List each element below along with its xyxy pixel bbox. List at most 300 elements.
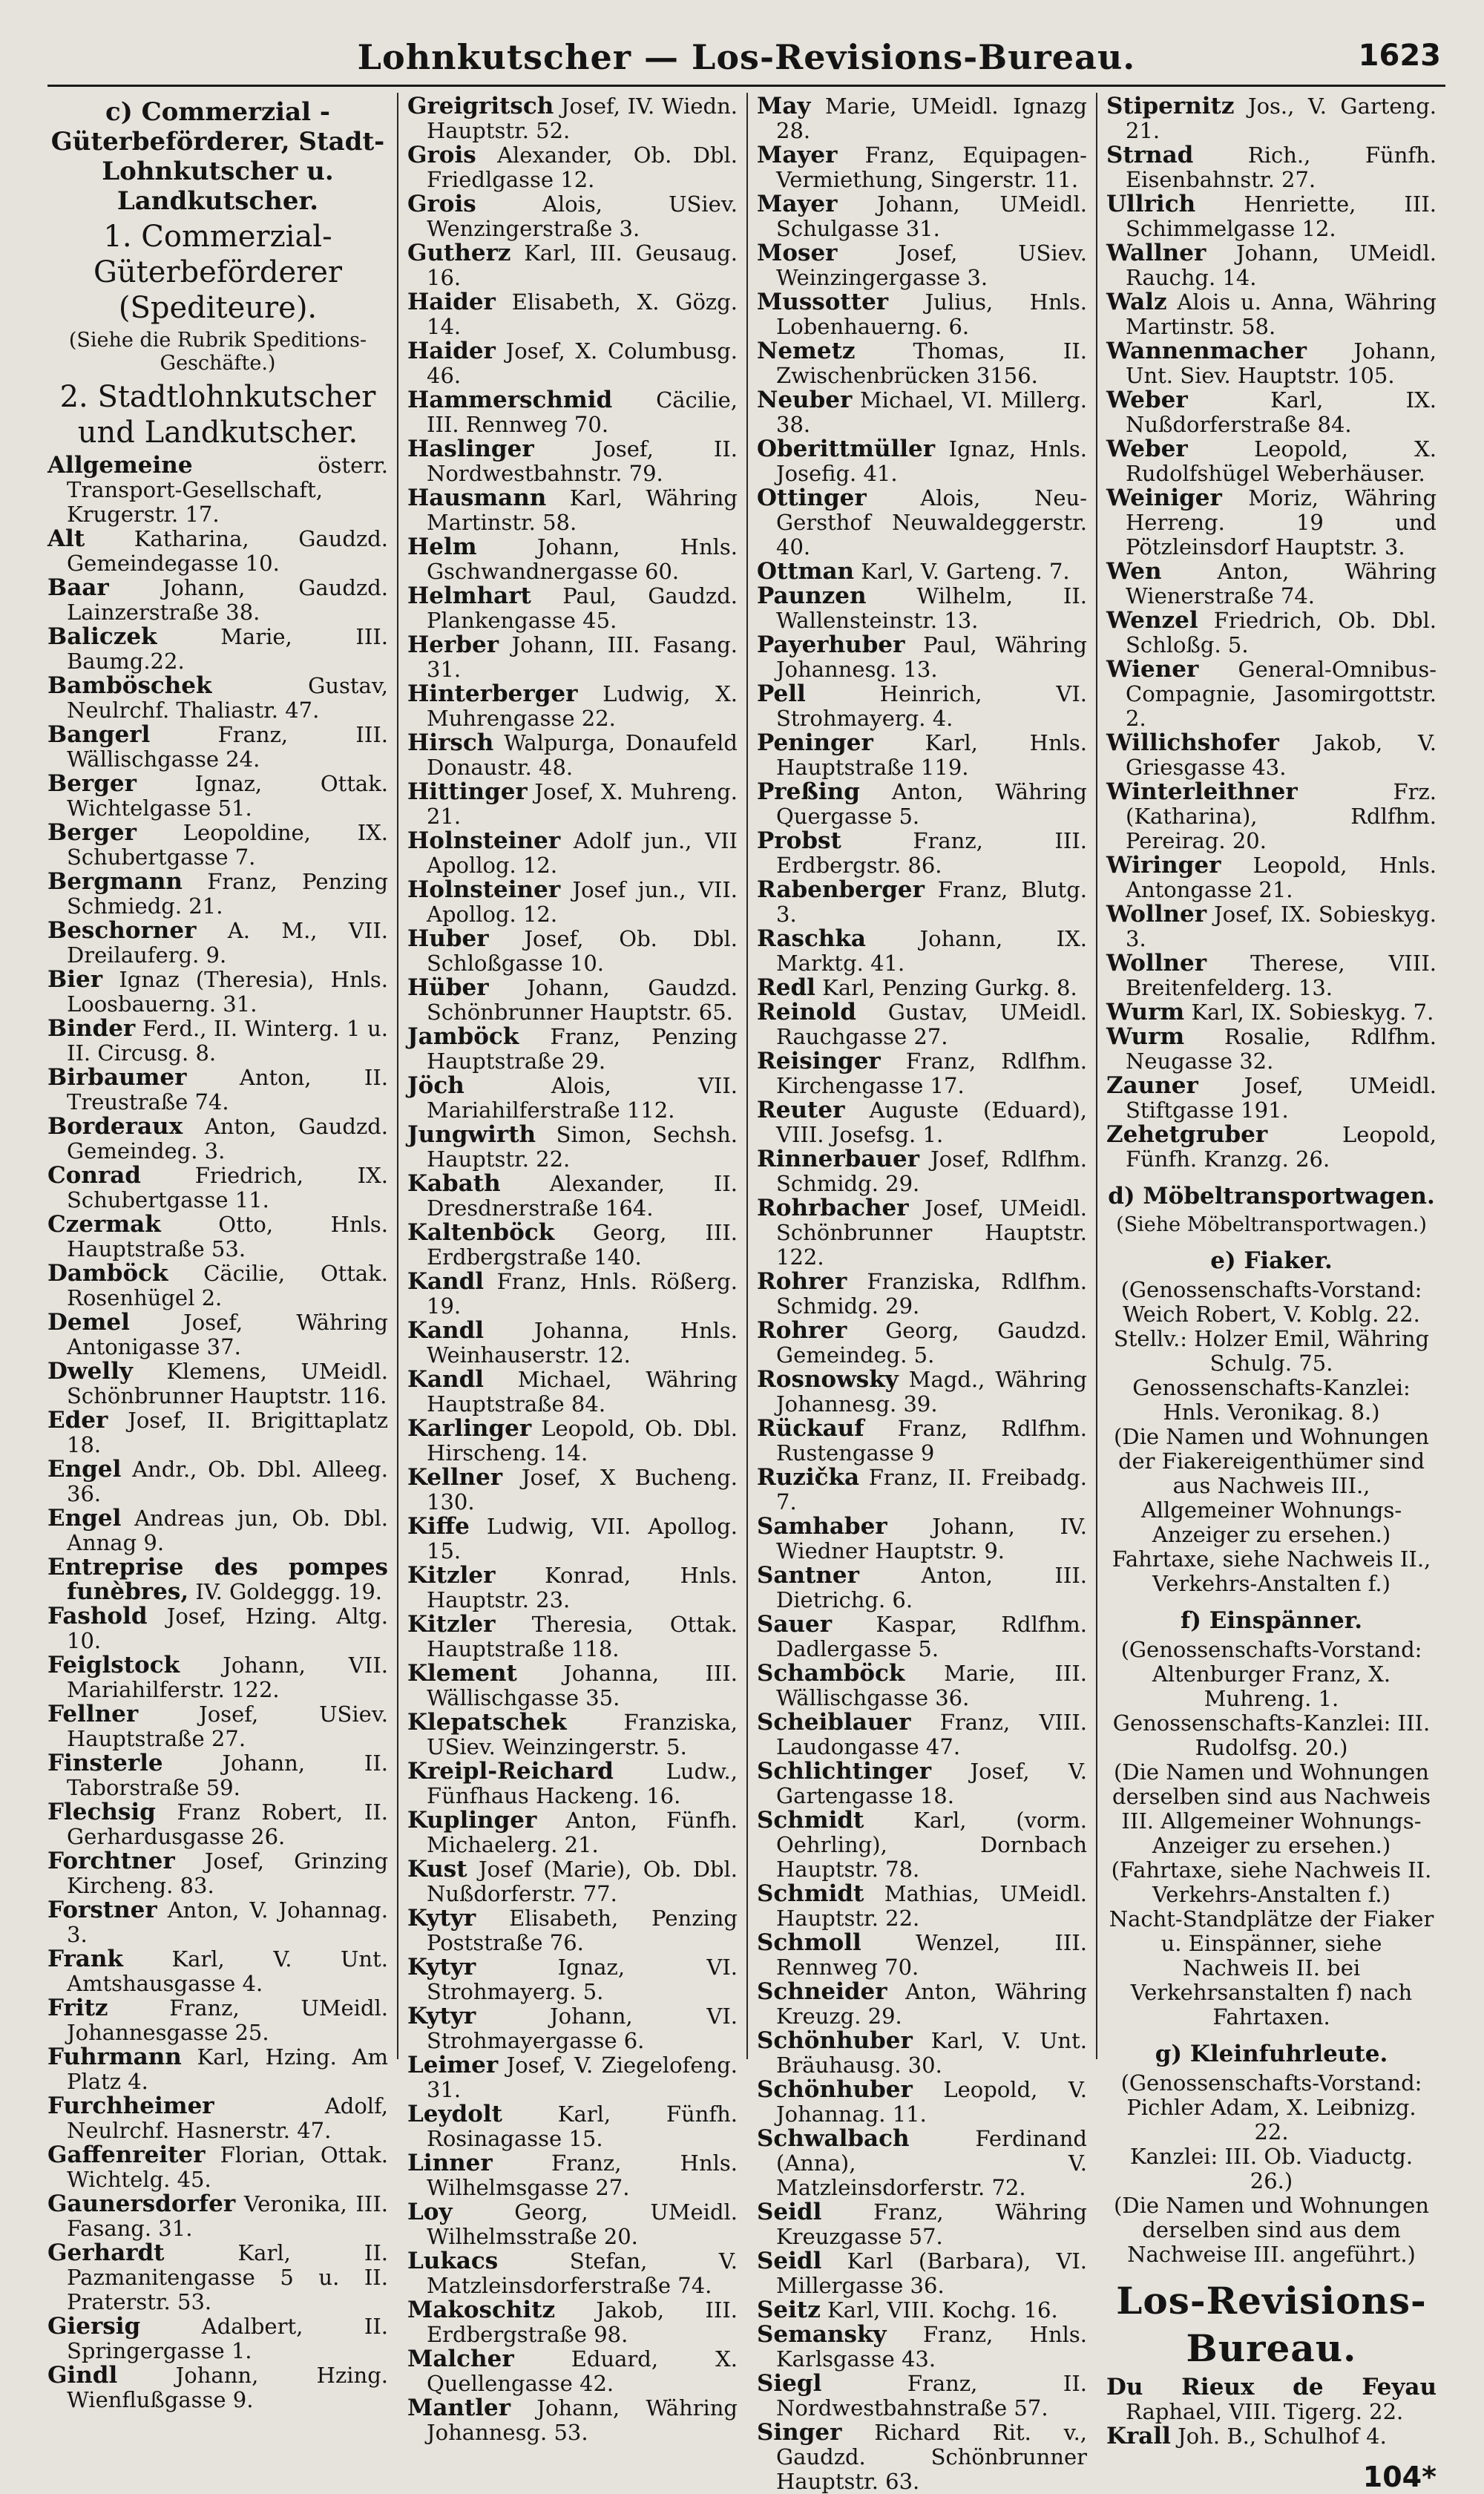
entry-name: Ottinger	[757, 485, 867, 511]
entry-name: Kandl	[407, 1366, 485, 1393]
entry-name: Alt	[47, 525, 85, 552]
entry-address: Johanna, III. Wällischgasse 35.	[427, 1661, 738, 1710]
entry-name: Feiglstock	[47, 1652, 180, 1678]
entry-address: Florian, Ottak. Wichtelg. 45.	[67, 2142, 389, 2192]
entry-address: Wilhelm, II. Wallensteinstr. 13.	[776, 583, 1088, 633]
entry-name: Ottman	[757, 558, 855, 585]
entry-address: Karl, Penzing Gurkg. 8.	[822, 975, 1077, 1000]
entry-address: Leopold, X. Rudolfshügel Weberhäuser.	[1126, 436, 1437, 486]
entry-address: Josef, V. Gartengasse 18.	[776, 1759, 1087, 1808]
entry-name: Du Rieux de Feyau	[1106, 2374, 1437, 2401]
directory-entry	[407, 2396, 738, 2445]
entry-name: Malcher	[407, 2346, 514, 2372]
directory-entry	[1106, 143, 1437, 192]
entry-name: Zauner	[1106, 1072, 1198, 1099]
entry-name: Haider	[407, 289, 496, 315]
directory-entry	[1106, 241, 1437, 290]
entry-address: Franz, II. Freibadg. 7.	[776, 1465, 1087, 1515]
entry-address: Josef, IX. Sobieskyg. 3.	[1126, 902, 1437, 951]
entry-address: Josef, X. Columbusg. 46.	[427, 338, 738, 388]
entry-name: Singer	[757, 2419, 842, 2446]
directory-entry	[47, 1947, 388, 1996]
entry-address: Karl, IX. Sobieskyg. 7.	[1191, 1000, 1434, 1025]
entry-name: Kitzler	[407, 1562, 496, 1589]
entry-name: Entreprise des pompes funèbres,	[47, 1554, 388, 1605]
entry-name: Hittinger	[407, 778, 528, 805]
directory-entry	[757, 241, 1087, 290]
entry-name: Krall	[1106, 2423, 1171, 2449]
directory-entry	[1106, 1025, 1437, 1074]
directory-entry	[757, 2078, 1087, 2127]
entry-name: Rückauf	[757, 1415, 864, 1442]
entry-list	[757, 94, 1087, 2494]
entry-address: Wenzel, III. Rennweg 70.	[776, 1930, 1087, 1980]
entry-name: Hüber	[407, 974, 489, 1001]
entry-address: Josef jun., VII. Apollog. 12.	[427, 877, 738, 927]
entry-address: Klemens, UMeidl. Schönbrunner Hauptstr. 116.	[67, 1359, 388, 1408]
entry-name: Reisinger	[757, 1048, 881, 1074]
directory-entry	[757, 437, 1087, 486]
directory-entry	[757, 927, 1087, 976]
entry-address: Richard Rit. v., Gaudzd. Schönbrunner Hauptstr. 63.	[776, 2420, 1088, 2494]
entry-name: Seidl	[757, 2199, 822, 2225]
entry-name: Leydolt	[407, 2101, 502, 2127]
entry-address: Karl, VIII. Kochg. 16.	[827, 2297, 1058, 2323]
entry-name: Seitz	[757, 2297, 821, 2323]
entry-name: Haslinger	[407, 436, 534, 462]
entry-name: Frank	[47, 1946, 123, 1972]
entry-address: Franz, II. Nordwestbahnstraße 57.	[776, 2371, 1088, 2421]
entry-name: Winterleithner	[1106, 778, 1298, 805]
entry-address: Josef, Grinzing Kircheng. 83.	[67, 1848, 389, 1898]
directory-entry	[1106, 951, 1437, 1000]
entry-name: Hinterberger	[407, 680, 578, 707]
entry-address: Johann, Unt. Siev. Hauptstr. 105.	[1126, 338, 1437, 388]
directory-entry	[757, 1098, 1087, 1147]
entry-name: Wannenmacher	[1106, 338, 1307, 364]
directory-entry	[757, 1515, 1087, 1563]
entry-address: Karl, Hnls. Hauptstraße 119.	[776, 730, 1088, 780]
entry-address: Johann, Währing Johannesg. 53.	[427, 2395, 738, 2445]
entry-name: Fritz	[47, 1995, 108, 2021]
directory-entry	[757, 1466, 1087, 1515]
directory-entry	[407, 290, 738, 339]
entry-name: Neuber	[757, 387, 853, 413]
page-header	[47, 33, 1445, 87]
entry-name: Huber	[407, 925, 489, 952]
entry-address: Marie, III. Wällischgasse 36.	[776, 1661, 1087, 1710]
entry-address: Anton, Währing Wienerstraße 74.	[1126, 559, 1437, 608]
entry-address: Gustav, UMeidl. Rauchgasse 27.	[776, 1000, 1087, 1049]
section-note-line: (Genossenschafts-Vorstand: Altenburger Franz, X. Muhreng. 1.	[1120, 1637, 1422, 1711]
entry-address: Karl, Fünfh. Rosinagasse 15.	[427, 2101, 738, 2151]
entry-name: Jungwirth	[407, 1121, 536, 1148]
entry-address: Johann, IV. Wiedner Hauptstr. 9.	[776, 1514, 1087, 1563]
directory-entry	[407, 1710, 738, 1759]
directory-entry	[757, 1417, 1087, 1466]
section-notes-f	[1106, 1638, 1437, 2029]
directory-entry	[47, 1555, 388, 1604]
entry-address: Jakob, V. Griesgasse 43.	[1126, 730, 1437, 780]
entry-address: Franz, III. Erdbergstr. 86.	[776, 828, 1087, 878]
entry-address: Elisabeth, Penzing Poststraße 76.	[427, 1906, 738, 1955]
entry-name: Peninger	[757, 729, 873, 756]
directory-entry	[757, 682, 1087, 731]
directory-entry	[407, 486, 738, 535]
entry-address: Rich., Fünfh. Eisenbahnstr. 27.	[1126, 142, 1437, 192]
entry-address: Jakob, III. Erdbergstraße 98.	[427, 2297, 738, 2347]
directory-entry	[1106, 290, 1437, 339]
directory-entry	[1106, 1000, 1437, 1025]
entry-address: Josef (Marie), Ob. Dbl. Nußdorferstr. 77.	[427, 1857, 738, 1906]
entry-name: Flechsig	[47, 1799, 156, 1825]
entry-address: Michael, VI. Millerg. 38.	[776, 387, 1087, 437]
directory-entry	[407, 2102, 738, 2151]
entry-address: Karl, III. Geusaug. 16.	[427, 240, 738, 290]
directory-entry	[1106, 192, 1437, 241]
entry-address: Josef, Währing Antonigasse 37.	[67, 1310, 388, 1359]
directory-entry	[1106, 339, 1437, 388]
directory-entry	[757, 2029, 1087, 2078]
directory-entry	[407, 2347, 738, 2396]
entry-name: Klepatschek	[407, 1709, 567, 1736]
entry-address: Johann, IX. Marktg. 41.	[776, 926, 1087, 976]
entry-name: Czermak	[47, 1211, 161, 1238]
entry-address: Josef, IV. Wiedn. Hauptstr. 52.	[427, 93, 738, 143]
section-heading-d: d) Möbeltransportwagen.	[1108, 1183, 1435, 1210]
page-number: 1623	[1358, 39, 1441, 73]
entry-name: Jöch	[407, 1072, 464, 1099]
entry-name: Ruzička	[757, 1464, 860, 1491]
directory-entry	[1106, 1123, 1437, 1172]
page-title: Lohnkutscher — Los-Revisions-Bureau.	[357, 37, 1136, 77]
directory-entry	[47, 1457, 388, 1506]
directory-entry	[47, 1702, 388, 1751]
entry-address: Paul, Gaudzd. Plankengasse 45.	[427, 583, 738, 633]
directory-entry	[1106, 731, 1437, 780]
directory-entry	[407, 1270, 738, 1319]
directory-entry	[47, 2241, 388, 2314]
entry-list	[47, 453, 388, 2412]
directory-entry	[757, 1270, 1087, 1319]
directory-entry	[1106, 388, 1437, 437]
directory-entry	[757, 1710, 1087, 1759]
directory-entry	[47, 772, 388, 821]
entry-name: Mussotter	[757, 289, 889, 315]
directory-entry	[1106, 2424, 1437, 2449]
entry-name: Hausmann	[407, 485, 547, 511]
entry-name: Schamböck	[757, 1660, 905, 1687]
directory-entry	[757, 1759, 1087, 1808]
entry-name: Eder	[47, 1407, 108, 1434]
entry-name: Kreipl-Reichard	[407, 1758, 614, 1785]
entry-address: Johann, Hnls. Gschwandnergasse 60.	[427, 534, 738, 584]
entry-address: Josef, UMeidl. Schönbrunner Hauptstr. 122.	[776, 1195, 1087, 1270]
directory-entry	[757, 388, 1087, 437]
entry-address: Therese, VIII. Breitenfelderg. 13.	[1126, 951, 1437, 1000]
entry-name: Kabath	[407, 1170, 501, 1197]
entry-address: IV. Goldeggg. 19.	[195, 1579, 382, 1604]
directory-entry	[47, 1408, 388, 1457]
entry-name: Probst	[757, 827, 841, 854]
entry-address: Elisabeth, X. Gözg. 14.	[427, 289, 738, 339]
entry-name: Holnsteiner	[407, 827, 561, 854]
entry-name: Kytyr	[407, 1905, 476, 1932]
directory-entry	[407, 2249, 738, 2298]
entry-address: Georg, UMeidl. Wilhelmsstraße 20.	[427, 2199, 738, 2249]
entry-address: Franz, Währing Kreuzgasse 57.	[776, 2199, 1087, 2249]
entry-address: Anton, II. Treustraße 74.	[67, 1065, 388, 1115]
directory-entry	[757, 1980, 1087, 2029]
directory-entry	[1106, 657, 1437, 731]
directory-entry	[407, 2298, 738, 2347]
entry-address: Leopold, Ob. Dbl. Hirscheng. 14.	[427, 1416, 738, 1466]
entry-address: Ferd., II. Winterg. 1 u. II. Circusg. 8.	[67, 1016, 389, 1066]
entry-address: Johann, UMeidl. Schulgasse 31.	[776, 191, 1087, 241]
directory-entry	[757, 290, 1087, 339]
directory-entry	[1106, 437, 1437, 486]
section-note-line: Genossenschafts-Kanzlei: III. Rudolfsg. 20.)	[1112, 1710, 1431, 1760]
directory-entry	[47, 576, 388, 625]
entry-name: Walz	[1106, 289, 1167, 315]
entry-name: Forchtner	[47, 1848, 175, 1874]
directory-entry	[47, 1849, 388, 1898]
entry-address: Franz, Penzing Schmiedg. 21.	[67, 869, 389, 919]
entry-address: Karl, Hzing. Am Platz 4.	[67, 2044, 388, 2094]
directory-entry	[757, 1319, 1087, 1368]
section-heading-e: e) Fiaker.	[1210, 1247, 1333, 1274]
directory-entry	[407, 1417, 738, 1466]
directory-entry	[757, 143, 1087, 192]
directory-entry	[47, 1898, 388, 1947]
directory-entry	[47, 1164, 388, 1212]
entry-address: Johann, UMeidl. Rauchg. 14.	[1126, 240, 1437, 290]
entry-name: Wiener	[1106, 656, 1199, 683]
directory-entry	[757, 1147, 1087, 1196]
directory-entry	[407, 1466, 738, 1515]
entry-address: Josef, USiev. Hauptstraße 27.	[67, 1702, 389, 1751]
section-note-line: (Die Namen und Wohnungen der Fiakereigenthümer sind aus Nachweis III., Allgemeiner Wohnungs-Anzeiger zu ersehen.)	[1114, 1424, 1429, 1547]
entry-name: Haider	[407, 338, 496, 364]
entry-name: Seidl	[757, 2248, 822, 2274]
directory-entry	[757, 2200, 1087, 2249]
section-note-line: (Genossenschafts-Vorstand: Weich Robert, V. Koblg. 22.	[1120, 1277, 1422, 1327]
entry-address: Gustav, Neulrchf. Thaliastr. 47.	[67, 673, 388, 723]
entry-name: Weber	[1106, 436, 1188, 462]
entry-name: Mayer	[757, 142, 838, 168]
entry-address: Franz, Blutg. 3.	[776, 877, 1087, 927]
section-note-line: (Die Namen und Wohnungen derselben sind aus dem Nachweise III. angeführt.)	[1114, 2193, 1429, 2267]
directory-entry	[407, 437, 738, 486]
entry-address: Ignaz (Theresia), Hnls. Loosbauerng. 31.	[67, 967, 388, 1017]
entry-address: Karl, V. Unt. Bräuhausg. 30.	[776, 2028, 1087, 2078]
entry-name: Kuplinger	[407, 1807, 537, 1834]
directory-entry	[47, 2314, 388, 2363]
entry-name: Samhaber	[757, 1513, 887, 1540]
directory-entry	[407, 1563, 738, 1612]
entry-name: Herber	[407, 631, 499, 658]
entry-name: Allgemeine	[47, 452, 193, 479]
entry-name: Beschorner	[47, 917, 197, 944]
directory-entry	[407, 1955, 738, 2004]
entry-name: Fuhrmann	[47, 2044, 182, 2070]
entry-name: Finsterle	[47, 1750, 163, 1776]
entry-name: Bergmann	[47, 868, 183, 895]
entry-address: Thomas, II. Zwischenbrücken 3156.	[776, 338, 1088, 388]
directory-entry	[757, 1808, 1087, 1882]
entry-address: Josef, X Bucheng. 130.	[427, 1465, 738, 1515]
entry-name: Bangerl	[47, 721, 151, 748]
entry-name: Rohrer	[757, 1317, 847, 1344]
entry-address: Franz, Hnls. Wilhelmsgasse 27.	[427, 2150, 738, 2200]
directory-entry	[757, 2249, 1087, 2298]
entry-name: Hammerschmid	[407, 387, 613, 413]
directory-entry	[407, 878, 738, 927]
entry-name: Schmoll	[757, 1929, 861, 1956]
entry-name: Demel	[47, 1309, 130, 1336]
entry-name: Kandl	[407, 1268, 485, 1295]
entry-name: Wollner	[1106, 901, 1207, 928]
directory-entry	[1106, 1074, 1437, 1123]
directory-entry	[757, 1000, 1087, 1049]
entry-address: Katharina, Gaudzd. Gemeindegasse 10.	[67, 526, 388, 576]
entry-list	[407, 94, 738, 2445]
directory-entry	[757, 339, 1087, 388]
entry-name: Hirsch	[407, 729, 494, 756]
section-note-line: Nacht-Standplätze der Fiaker u. Einspänner, siehe Nachweis II. bei Verkehrsanstalten f) nach Fahrtaxen.	[1109, 1906, 1434, 2029]
entry-address: Johanna, Hnls. Weinhauserstr. 12.	[427, 1318, 738, 1368]
entry-address: Friedrich, IX. Schubertgasse 11.	[67, 1163, 388, 1212]
entry-name: Holnsteiner	[407, 876, 561, 903]
directory-entry	[407, 682, 738, 731]
entry-address: Magd., Währing Johannesg. 39.	[776, 1367, 1087, 1417]
entry-address: Friedrich, Ob. Dbl. Schloßg. 5.	[1126, 608, 1437, 657]
entry-address: Franz, Equipagen-Vermiethung, Singerstr. 11.	[776, 142, 1087, 192]
directory-entry	[47, 1212, 388, 1261]
section-heading-c: c) Commerzial - Güterbeförderer, Stadt-Lohnkutscher u. Landkutscher.	[50, 97, 385, 216]
entry-name: Rosnowsky	[757, 1366, 899, 1393]
directory-entry	[407, 1319, 738, 1368]
entry-address: Franz, III. Wällischgasse 24.	[67, 722, 388, 772]
entry-name: Gindl	[47, 2362, 118, 2389]
entry-address: Johann, Gaudzd. Schönbrunner Hauptstr. 65.	[427, 975, 738, 1025]
directory-entry	[47, 1506, 388, 1555]
entry-address: Otto, Hnls. Hauptstraße 53.	[67, 1212, 388, 1261]
directory-entry	[47, 1261, 388, 1310]
entry-name: Raschka	[757, 925, 866, 952]
entry-address: Konrad, Hnls. Hauptstr. 23.	[427, 1563, 738, 1612]
directory-entry	[407, 535, 738, 584]
entry-name: Klement	[407, 1660, 517, 1687]
entry-name: Kust	[407, 1856, 467, 1883]
directory-entry	[47, 2094, 388, 2143]
entry-address: Johann, VI. Strohmayergasse 6.	[427, 2004, 738, 2053]
entry-address: Josef, Rdlfhm. Schmidg. 29.	[776, 1146, 1087, 1196]
directory-entry	[407, 927, 738, 976]
directory-entry	[407, 241, 738, 290]
entry-name: Schlichtinger	[757, 1758, 932, 1785]
entry-name: Siegl	[757, 2370, 822, 2397]
directory-entry	[47, 1653, 388, 1702]
entry-name: Giersig	[47, 2313, 141, 2340]
entry-address: Cäcilie, III. Rennweg 70.	[427, 387, 738, 437]
entry-name: Moser	[757, 240, 838, 266]
entry-address: Adalbert, II. Springergasse 1.	[67, 2314, 388, 2363]
entry-address: Josef, V. Ziegelofeng. 31.	[427, 2052, 738, 2102]
directory-entry	[407, 829, 738, 878]
entry-name: Mantler	[407, 2395, 511, 2421]
entry-address: Ferdinand (Anna), V. Matzleinsdorferstr. 72.	[776, 2126, 1087, 2200]
entry-address: Alois, VII. Mariahilferstraße 112.	[427, 1073, 738, 1123]
entry-name: Kellner	[407, 1464, 503, 1491]
directory-entry	[757, 878, 1087, 927]
entry-address: Rosalie, Rdlfhm. Neugasse 32.	[1126, 1024, 1437, 1074]
entry-address: Andreas jun, Ob. Dbl. Annag 9.	[67, 1506, 389, 1555]
entry-name: Schönhuber	[757, 2027, 913, 2054]
entry-address: Franz, VIII. Laudongasse 47.	[776, 1710, 1087, 1759]
entry-name: Willichshofer	[1106, 729, 1279, 756]
entry-address: Frz. (Katharina), Rdlfhm. Pereirag. 20.	[1126, 779, 1437, 853]
entry-name: Weiniger	[1106, 485, 1222, 511]
entry-name: Loy	[407, 2199, 453, 2225]
directory-entry	[407, 1759, 738, 1808]
entry-address: Simon, Sechsh. Hauptstr. 22.	[427, 1122, 738, 1172]
directory-entry	[407, 1515, 738, 1563]
directory-entry	[757, 2323, 1087, 2372]
directory-entry	[47, 2143, 388, 2192]
entry-name: Furchheimer	[47, 2093, 214, 2119]
directory-entry	[407, 1221, 738, 1270]
directory-entry	[47, 527, 388, 576]
directory-entry	[757, 1049, 1087, 1098]
entry-address: Auguste (Eduard), VIII. Josefsg. 1.	[776, 1097, 1087, 1147]
entry-name: May	[757, 93, 811, 119]
directory-entry	[47, 1996, 388, 2045]
entry-name: Baliczek	[47, 623, 157, 650]
directory-entry	[757, 1563, 1087, 1612]
entry-name: Schwalbach	[757, 2125, 910, 2152]
entry-address: Michael, Währing Hauptstraße 84.	[427, 1367, 738, 1417]
entry-name: Grois	[407, 142, 476, 168]
entry-address: Julius, Hnls. Lobenhauerng. 6.	[776, 289, 1087, 339]
directory-entry	[407, 2151, 738, 2200]
subsection-heading-2: 2. Stadtlohnkutscher und Landkutscher.	[59, 380, 376, 450]
directory-entry	[407, 1857, 738, 1906]
entry-address: Henriette, III. Schimmelgasse 12.	[1126, 191, 1437, 241]
directory-entry	[47, 1115, 388, 1164]
entry-name: Linner	[407, 2150, 493, 2176]
entry-address: Johann, VII. Mariahilferstr. 122.	[67, 1653, 388, 1702]
section-note-line: (Die Namen und Wohnungen derselben sind aus Nachweis III. Allgemeiner Wohnungs-Anzeiger zu ersehen.)	[1112, 1759, 1431, 1858]
entry-name: Wollner	[1106, 950, 1207, 977]
directory-entry	[757, 780, 1087, 829]
directory-entry	[47, 968, 388, 1017]
directory-entry	[47, 1604, 388, 1653]
directory-entry	[407, 94, 738, 143]
entry-address: Anton, Währing Kreuzg. 29.	[776, 1979, 1087, 2029]
directory-entry	[407, 143, 738, 192]
bureau-entry-list	[1106, 2375, 1437, 2449]
directory-entry	[47, 2363, 388, 2412]
column-3	[746, 93, 1096, 2494]
directory-entry	[407, 2053, 738, 2102]
directory-entry	[407, 1025, 738, 1074]
directory-entry	[757, 94, 1087, 143]
entry-name: Scheiblauer	[757, 1709, 911, 1736]
entry-address: Josef, Hzing. Altg. 10.	[67, 1604, 388, 1653]
entry-address: Johann, II. Taborstraße 59.	[67, 1750, 388, 1800]
entry-name: Borderaux	[47, 1113, 183, 1140]
